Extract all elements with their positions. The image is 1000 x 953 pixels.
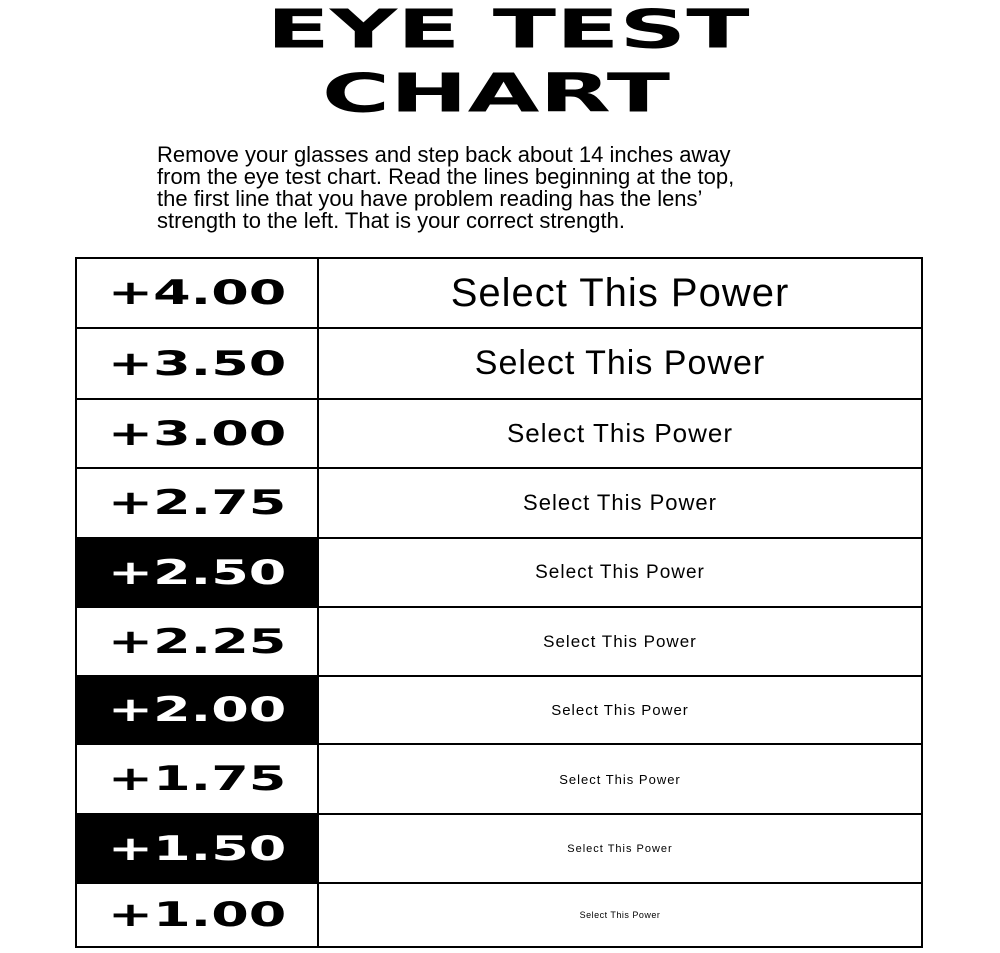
instructions-line: Remove your glasses and step back about 14 inches away — [157, 142, 731, 167]
power-row — [77, 745, 921, 815]
select-cell[interactable] — [319, 884, 921, 946]
power-value: +2.75 — [107, 483, 287, 523]
instructions-line: the first line that you have problem reading has the lens’ — [157, 186, 703, 211]
power-cell — [77, 884, 319, 946]
select-power-option[interactable]: Select This Power — [551, 701, 689, 719]
instructions-paragraph — [157, 144, 857, 232]
instructions-line: strength to the left. That is your correct strength. — [157, 208, 625, 233]
select-power-option[interactable]: Select This Power — [523, 490, 717, 515]
select-power-option[interactable]: Select This Power — [535, 561, 705, 583]
power-cell — [77, 469, 319, 537]
power-cell — [77, 400, 319, 467]
select-cell[interactable] — [319, 539, 921, 606]
power-value: +1.50 — [107, 828, 287, 869]
power-cell — [77, 259, 319, 327]
power-value: +1.00 — [107, 895, 287, 935]
select-power-option[interactable]: Select This Power — [474, 344, 766, 382]
power-value: +3.00 — [107, 413, 287, 454]
select-power-option[interactable]: Select This Power — [579, 910, 661, 920]
select-cell[interactable] — [319, 608, 921, 675]
select-power-option[interactable]: Select This Power — [543, 631, 697, 651]
select-power-option[interactable]: Select This Power — [506, 418, 734, 448]
power-cell — [77, 815, 319, 882]
power-row — [77, 469, 921, 539]
chart-title-line-1: EYE TEST — [266, 0, 750, 61]
power-row — [77, 884, 921, 946]
power-value: +1.75 — [107, 759, 287, 799]
power-row — [77, 608, 921, 677]
power-cell — [77, 677, 319, 743]
select-cell[interactable] — [319, 815, 921, 882]
power-cell — [77, 539, 319, 606]
select-cell[interactable] — [319, 400, 921, 467]
power-value: +3.50 — [107, 343, 287, 384]
select-power-option[interactable]: Select This Power — [559, 771, 681, 787]
select-cell[interactable] — [319, 745, 921, 813]
power-row — [77, 539, 921, 608]
power-value: +2.25 — [107, 621, 287, 662]
instructions-line: from the eye test chart. Read the lines beginning at the top, — [157, 164, 735, 189]
select-cell[interactable] — [319, 469, 921, 537]
power-selection-table — [75, 257, 923, 948]
power-cell — [77, 608, 319, 675]
power-row — [77, 400, 921, 469]
power-value: +4.00 — [107, 273, 287, 313]
power-cell — [77, 329, 319, 398]
power-row — [77, 677, 921, 745]
power-row — [77, 259, 921, 329]
select-cell[interactable] — [319, 329, 921, 398]
power-value: +2.00 — [107, 690, 287, 730]
power-cell — [77, 745, 319, 813]
select-cell[interactable] — [319, 259, 921, 327]
chart-title-line-2: CHART — [321, 63, 671, 125]
select-cell[interactable] — [319, 677, 921, 743]
power-value: +2.50 — [107, 552, 287, 593]
power-row — [77, 815, 921, 884]
select-power-option[interactable]: Select This Power — [567, 842, 673, 855]
power-row — [77, 329, 921, 400]
select-power-option[interactable]: Select This Power — [450, 270, 790, 315]
